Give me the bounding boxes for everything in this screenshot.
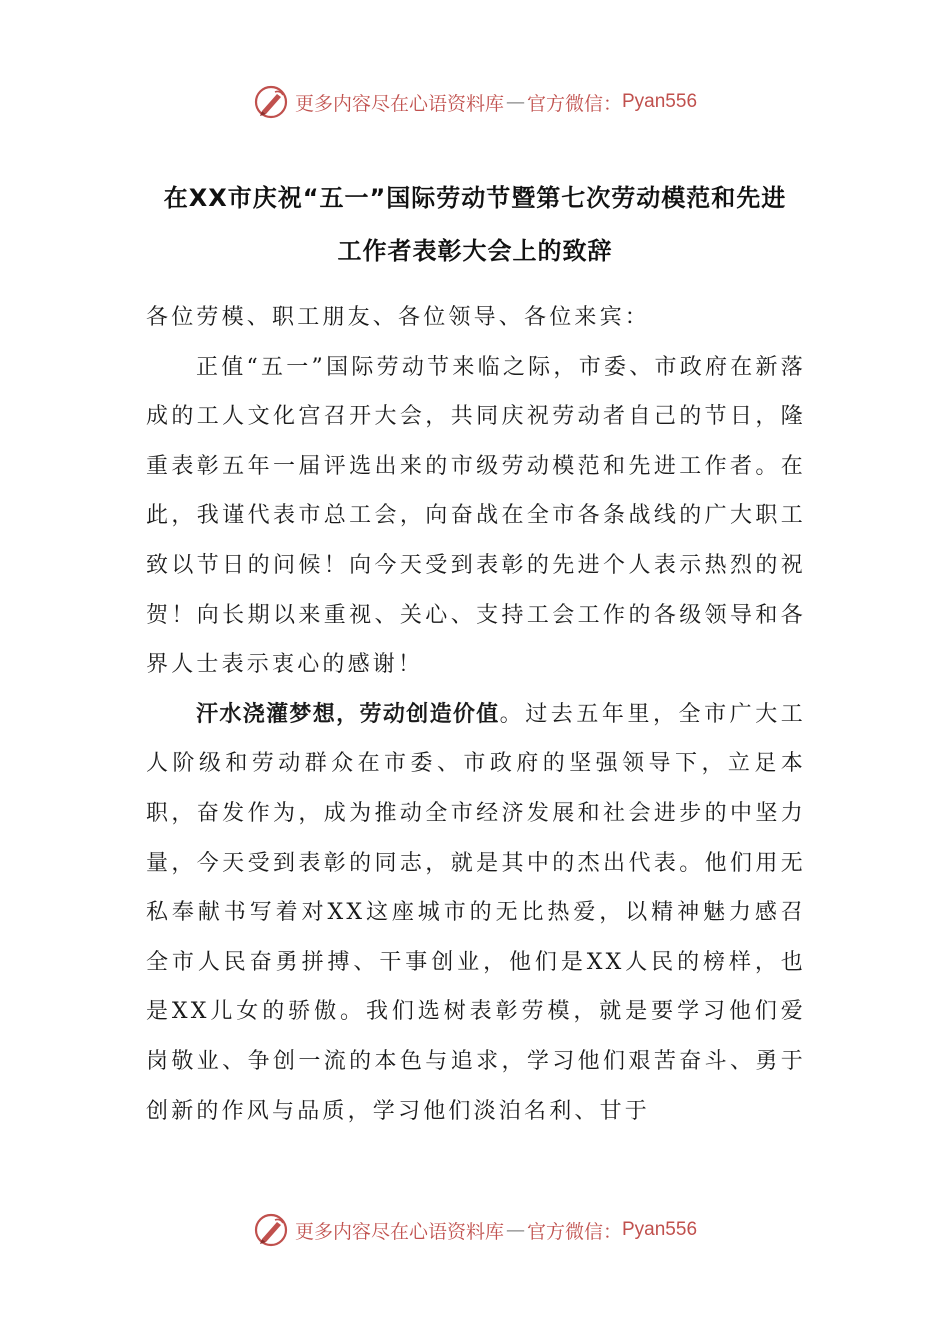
- banner-wechat-label: 官方微信：: [526, 1220, 622, 1243]
- paragraph-2: [146, 690, 806, 1136]
- document-title: [120, 172, 830, 278]
- banner-wechat-label: 官方微信：: [526, 92, 622, 115]
- pen-logo-icon: [253, 1212, 289, 1248]
- banner-wechat-id: Pyan556: [622, 1219, 698, 1240]
- banner-text: 更多内容尽在心语资料库: [294, 92, 504, 115]
- title-line-1: 在XX市庆祝“五一”国际劳动节暨第七次劳动模范和先进: [163, 184, 787, 212]
- paragraph-1: 正值“五一”国际劳动节来临之际，市委、市政府在新落成的工人文化宫召开大会，共同庆祝劳动者自己的节日，隆重表彰五年一届评选出来的市级劳动模范和先进工作者。在此，我谨代表市总工会，向奋战在全市各条战线的广大职工致以节日的问候！向今天受到表彰的先进个人表示热烈的祝贺！向长期以来重视、关心、支持工会工作的各级领导和各界人士表示衷心的感谢！: [146, 354, 806, 678]
- banner-separator: —: [505, 1219, 525, 1241]
- pen-logo-icon: [253, 84, 289, 120]
- header-banner: [0, 82, 950, 122]
- footer-banner: [0, 1210, 950, 1250]
- document-body: [146, 293, 806, 1136]
- paragraph-2-body: 。过去五年里，全市广大工人阶级和劳动群众在市委、市政府的坚强领导下，立足本职，奋发作为，成为推动全市经济发展和社会进步的中坚力量，今天受到表彰的同志，就是其中的杰出代表。他们用无私奉献书写着对XX这座城市的无比热爱，以精神魅力感召全市人民奋勇拼搏、干事创业，他们是XX人民的榜样，也是XX儿女的骄傲。我们选树表彰劳模，就是要学习他们爱岗敬业、争创一流的本色与追求，学习他们艰苦奋斗、勇于创新的作风与品质，学习他们淡泊名利、甘于: [146, 701, 806, 1124]
- banner-wechat-id: Pyan556: [622, 91, 698, 112]
- banner-separator: —: [505, 91, 525, 113]
- paragraph-2-heading: 汗水浇灌梦想，劳动创造价值: [196, 701, 500, 727]
- title-line-2: 工作者表彰大会上的致辞: [337, 237, 613, 265]
- banner-text: 更多内容尽在心语资料库: [294, 1220, 504, 1243]
- salutation: 各位劳模、职工朋友、各位领导、各位来宾：: [146, 305, 651, 330]
